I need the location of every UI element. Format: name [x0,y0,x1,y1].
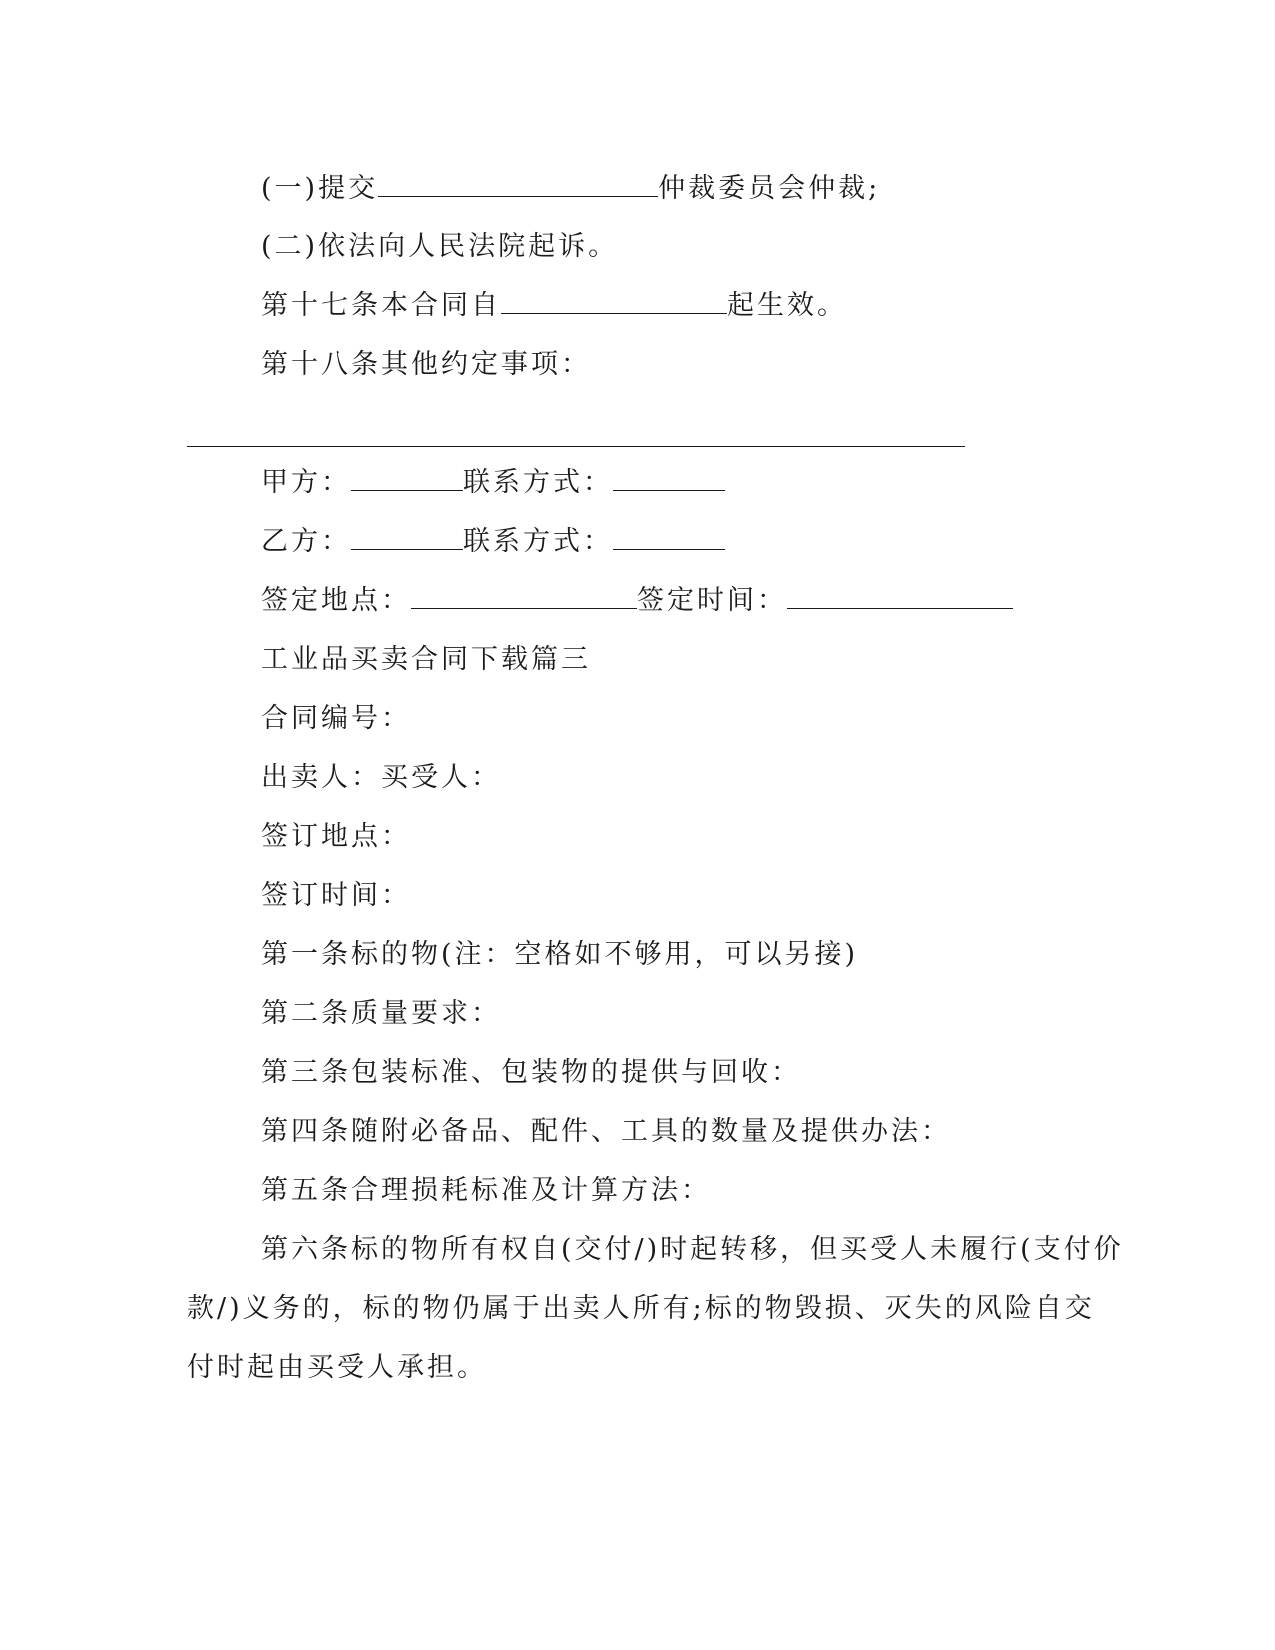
signing-time-line: 签订时间： [261,880,411,911]
article-3-line: 第三条包装标准、包装物的提供与回收： [261,1057,801,1088]
article-6-line-2: 款/)义务的，标的物仍属于出卖人所有;标的物毁损、灭失的风险自交 [187,1293,1095,1324]
article-17-prefix: 第十七条本合同自 [261,290,501,321]
arbitration-option-suffix: 仲裁委员会仲裁; [658,173,881,204]
section-heading: 工业品买卖合同下载篇三 [261,644,591,675]
arbitration-option-prefix: (一)提交 [261,173,379,204]
article-2-line: 第二条质量要求： [261,998,501,1029]
party-b-contact-blank[interactable] [613,525,725,550]
article-5-line: 第五条合理损耗标准及计算方法： [261,1175,711,1206]
seller-buyer-line: 出卖人：买受人： [261,762,501,793]
signing-time-label: 签定时间： [637,585,787,616]
article-1-line: 第一条标的物(注：空格如不够用，可以另接) [261,939,859,970]
effective-date-blank[interactable] [501,289,727,314]
party-a-contact-blank[interactable] [613,466,725,491]
signing-place-line: 签订地点： [261,821,411,852]
party-a-name-blank[interactable] [351,466,463,491]
article-6-line-3: 付时起由买受人承担。 [187,1352,487,1383]
party-b-name-blank[interactable] [351,525,463,550]
article-18-line: 第十八条其他约定事项： [261,349,591,380]
other-matters-blank-line[interactable] [187,446,965,447]
article-17-line [261,289,847,323]
arbitration-commission-blank[interactable] [378,172,658,197]
article-17-suffix: 起生效。 [727,290,847,321]
article-4-line: 第四条随附必备品、配件、工具的数量及提供办法： [261,1116,951,1147]
party-a-contact-label: 联系方式： [463,467,613,498]
signing-time-blank[interactable] [787,584,1013,609]
signing-place-time-line [261,584,1013,618]
signing-place-label: 签定地点： [261,585,411,616]
party-b-contact-label: 联系方式： [463,526,613,557]
party-b-label: 乙方： [261,526,351,557]
party-b-line [261,525,725,559]
party-a-label: 甲方： [261,467,351,498]
signing-place-blank[interactable] [411,584,637,609]
contract-number-line: 合同编号： [261,703,411,734]
party-a-line [261,466,725,500]
arbitration-option-line [261,172,880,206]
article-6-line-1: 第六条标的物所有权自(交付/)时起转移，但买受人未履行(支付价 [261,1234,1124,1265]
litigation-option-line: (二)依法向人民法院起诉。 [261,231,619,262]
